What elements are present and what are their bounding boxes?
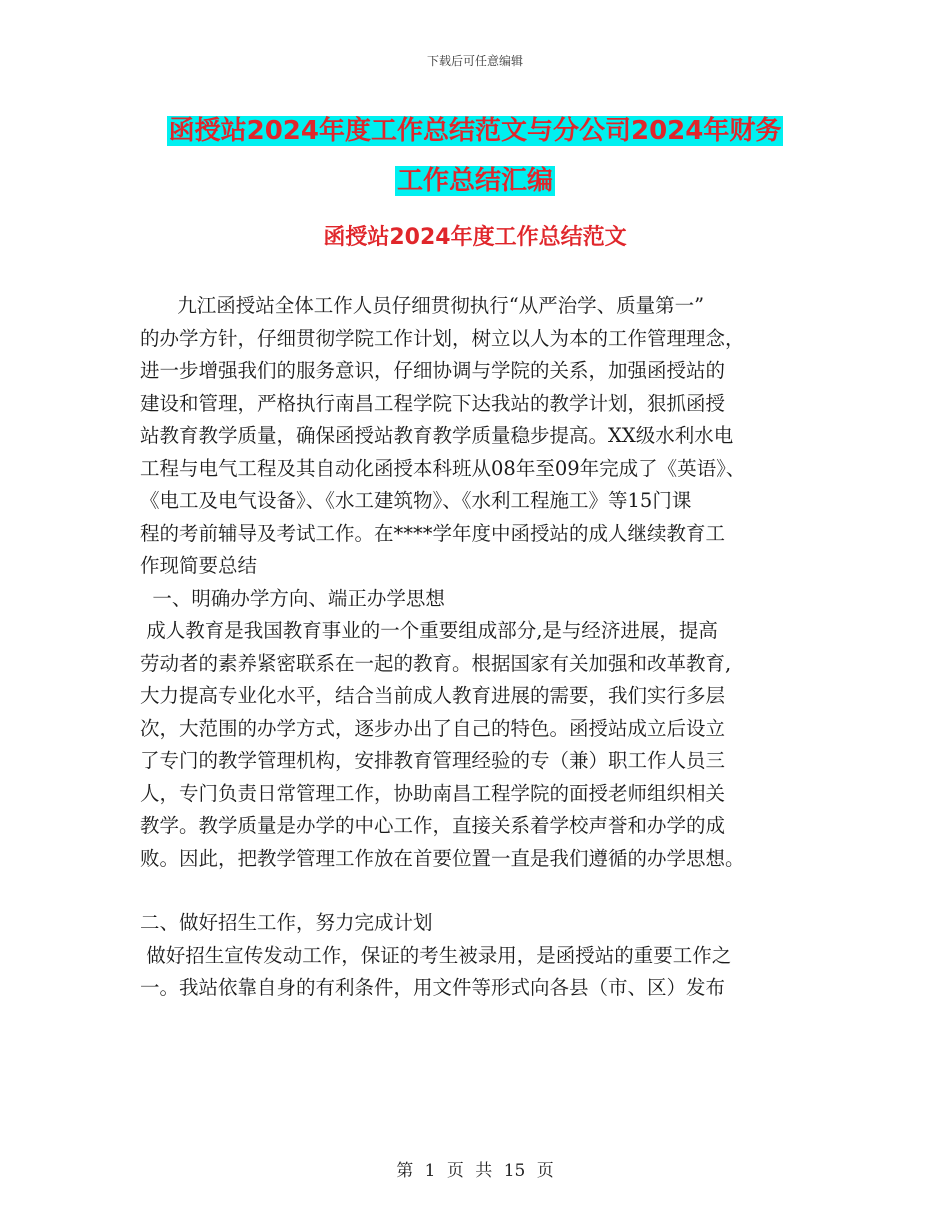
text-line: 败。因此，把教学管理工作放在首要位置一直是我们遵循的办学思想。	[140, 846, 745, 870]
text-line: 一。我站依靠自身的有利条件，用文件等形式向各县（市、区）发布	[140, 976, 726, 999]
body-paragraphs	[140, 290, 830, 875]
text-line: 次，大范围的办学方式，逐步办出了自己的特色。函授站成立后设立	[140, 716, 726, 740]
text-line: 成人教育是我国教育事业的一个重要组成部分,是与经济进展，提高	[140, 619, 718, 642]
text-line: 程的考前辅导及考试工作。在****学年度中函授站的成人继续教育工	[140, 521, 726, 545]
text-line: 大力提高专业化水平，结合当前成人教育进展的需要，我们实行多层	[140, 684, 726, 707]
text-line: 工程与电气工程及其自动化函授本科班从08年至09年完成了《英语》、	[140, 456, 746, 480]
text-line: 进一步增强我们的服务意识，仔细协调与学院的关系，加强函授站的	[140, 359, 726, 382]
text-line: 的办学方针，仔细贯彻学院工作计划，树立以人为本的工作管理理念，	[140, 326, 745, 350]
header-note: 下载后可任意编辑	[426, 54, 523, 68]
text-line: 人，专门负责日常管理工作，协助南昌工程学院的面授老师组织相关	[140, 781, 726, 805]
main-title-line-1: 函授站2024年度工作总结范文与分公司2024年财务	[168, 116, 782, 146]
text-line: 作现简要总结	[140, 554, 258, 577]
text-line: 一、明确办学方向、端正办学思想	[140, 586, 445, 610]
text-line: 二、做好招生工作，努力完成计划	[140, 911, 433, 934]
text-line: 教学。教学质量是办学的中心工作，直接关系着学校声誉和办学的成	[140, 814, 726, 837]
main-title-line-2: 工作总结汇编	[396, 166, 553, 196]
text-line: 建设和管理，严格执行南昌工程学院下达我站的教学计划，狠抓函授	[140, 391, 726, 415]
section-gap	[140, 875, 830, 907]
text-line: 《电工及电气设备》、《水工建筑物》、《水利工程施工》等15门课	[140, 489, 692, 512]
text-line: 九江函授站全体工作人员仔细贯彻执行“从严治学、质量第一”	[140, 294, 705, 317]
text-line: 劳动者的素养紧密联系在一起的教育。根据国家有关加强和改革教育,	[140, 651, 732, 675]
text-line: 站教育教学质量，确保函授站教育教学质量稳步提高。XX级水利水电	[140, 424, 734, 447]
section-title: 函授站2024年度工作总结范文	[323, 225, 627, 250]
text-line: 做好招生宣传发动工作，保证的考生被录用，是函授站的重要工作之	[140, 943, 732, 967]
body-text	[140, 290, 830, 1005]
main-title	[0, 106, 950, 206]
page-footer: 第 1 页 共 15 页	[396, 1161, 554, 1181]
body-paragraphs-2	[140, 907, 830, 1005]
text-line: 了专门的教学管理机构，安排教育管理经验的专（兼）职工作人员三	[140, 749, 726, 772]
